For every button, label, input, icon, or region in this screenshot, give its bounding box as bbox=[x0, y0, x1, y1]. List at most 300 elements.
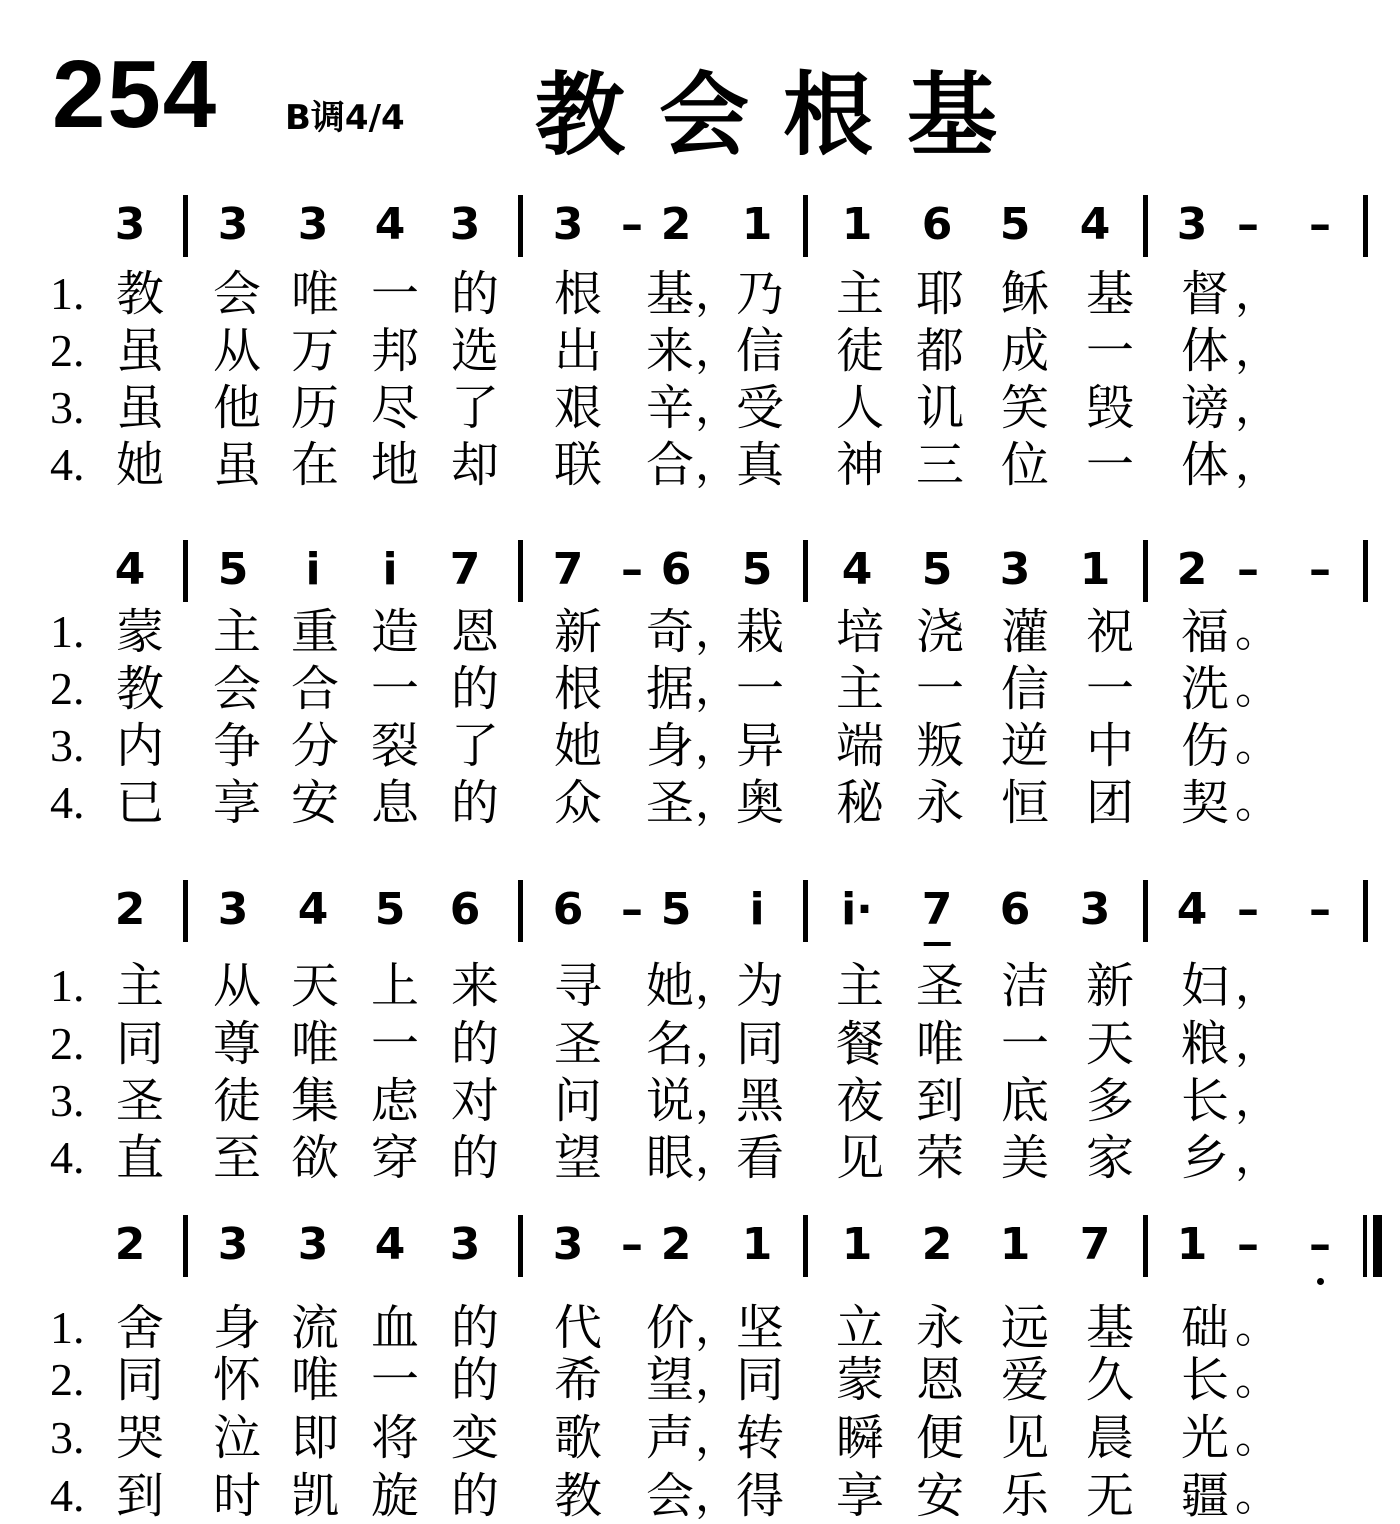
lyric-char: 家 bbox=[1085, 1130, 1135, 1186]
note bbox=[115, 540, 146, 600]
lyric-char: 恩 bbox=[450, 604, 500, 660]
note bbox=[922, 540, 953, 600]
final-barline-thick bbox=[1373, 1215, 1382, 1277]
dash-extend bbox=[621, 880, 643, 940]
lyric-char: 础 bbox=[1180, 1300, 1230, 1356]
lyric-char: 主 bbox=[212, 604, 262, 660]
barline bbox=[803, 540, 808, 602]
note bbox=[115, 1215, 146, 1275]
lyric-char: 会 bbox=[212, 661, 262, 717]
barline bbox=[1363, 195, 1368, 257]
lyric-punctuation: 。 bbox=[1235, 1412, 1279, 1463]
lyric-char: 洁 bbox=[1000, 958, 1050, 1014]
lyric-char: 契 bbox=[1180, 775, 1230, 831]
barline bbox=[183, 540, 188, 602]
lyric-char: 基 bbox=[1085, 1300, 1135, 1356]
barline bbox=[1143, 540, 1148, 602]
note bbox=[218, 195, 249, 255]
notation-line bbox=[0, 540, 1400, 610]
verse-number: 1. bbox=[50, 268, 85, 319]
lyric-char: 会 bbox=[212, 266, 262, 322]
lyric-char: 主 bbox=[115, 958, 165, 1014]
lyric-line bbox=[0, 266, 1400, 322]
dash-extend bbox=[1309, 880, 1331, 940]
note-text: 3 bbox=[552, 199, 584, 250]
note bbox=[842, 1215, 873, 1275]
note bbox=[742, 540, 773, 600]
note bbox=[1000, 1215, 1031, 1275]
note-text: 4 bbox=[297, 884, 329, 935]
lyric-line bbox=[0, 323, 1400, 379]
note-text: 6 bbox=[552, 884, 584, 935]
lyric-char: 旋 bbox=[370, 1468, 420, 1524]
note bbox=[842, 540, 873, 600]
note-text: 5 bbox=[921, 544, 953, 595]
lyric-char: 笑 bbox=[1000, 380, 1050, 436]
note-text: i· bbox=[841, 884, 873, 935]
barline bbox=[803, 880, 808, 942]
lyric-char: 疆 bbox=[1180, 1468, 1230, 1524]
note bbox=[298, 880, 329, 940]
note bbox=[1177, 195, 1208, 255]
note-text: 4 bbox=[374, 199, 406, 250]
lyric-char: 选 bbox=[450, 323, 500, 379]
lyric-char: 见 bbox=[835, 1130, 885, 1186]
note-text: 4 bbox=[114, 544, 146, 595]
dash-extend bbox=[621, 1215, 643, 1275]
lyric-punctuation: ， bbox=[1235, 382, 1279, 433]
verse-number: 3. bbox=[50, 382, 85, 433]
lyric-char: 底 bbox=[1000, 1073, 1050, 1129]
lyric-punctuation: 。 bbox=[1235, 777, 1279, 828]
lyric-char: 却 bbox=[450, 437, 500, 493]
note-text: 3 bbox=[114, 199, 146, 250]
lyric-char: 天 bbox=[1085, 1016, 1135, 1072]
note-text: 7 bbox=[552, 544, 584, 595]
lyric-char: 将 bbox=[370, 1410, 420, 1466]
barline bbox=[1143, 195, 1148, 257]
note-text: i bbox=[305, 544, 321, 595]
lyric-char: 舍 bbox=[115, 1300, 165, 1356]
note bbox=[749, 880, 764, 940]
lyric-char: 夜 bbox=[835, 1073, 885, 1129]
dash-extend bbox=[1237, 1215, 1259, 1275]
lyric-char: 历 bbox=[290, 380, 340, 436]
verse-number: 2. bbox=[50, 325, 85, 376]
lyric-char: 人 bbox=[835, 380, 885, 436]
lyric-punctuation: ， bbox=[1235, 268, 1279, 319]
lyric-punctuation: ， bbox=[695, 1075, 739, 1126]
lyric-char: 长 bbox=[1180, 1073, 1230, 1129]
lyric-char: 联 bbox=[553, 437, 603, 493]
lyric-char: 灌 bbox=[1000, 604, 1050, 660]
verse-number: 3. bbox=[50, 720, 85, 771]
lyric-char: 从 bbox=[212, 323, 262, 379]
lyric-line bbox=[0, 1300, 1400, 1356]
lyric-char: 团 bbox=[1085, 775, 1135, 831]
lyric-punctuation: ， bbox=[1235, 1132, 1279, 1183]
note-text: 6 bbox=[660, 544, 692, 595]
verse-number: 1. bbox=[50, 1302, 85, 1353]
dash-extend bbox=[621, 195, 643, 255]
lyric-line bbox=[0, 437, 1400, 493]
lyric-char: 教 bbox=[553, 1468, 603, 1524]
lyric-punctuation: 。 bbox=[1235, 1302, 1279, 1353]
lyric-char: 一 bbox=[370, 1352, 420, 1408]
lyric-char: 寻 bbox=[553, 958, 603, 1014]
lyric-char: 毁 bbox=[1085, 380, 1135, 436]
verse-number: 4. bbox=[50, 777, 85, 828]
lyric-char: 虽 bbox=[115, 323, 165, 379]
lyric-punctuation: ， bbox=[695, 268, 739, 319]
lyric-line bbox=[0, 661, 1400, 717]
lyric-char: 唯 bbox=[290, 266, 340, 322]
lyric-char: 洗 bbox=[1180, 661, 1230, 717]
lyric-char: 端 bbox=[835, 718, 885, 774]
lyric-char: 名 bbox=[645, 1016, 695, 1072]
note bbox=[661, 195, 692, 255]
lyric-char: 尽 bbox=[370, 380, 420, 436]
lyric-char: 耶 bbox=[915, 266, 965, 322]
lyric-char: 来 bbox=[450, 958, 500, 1014]
dash-extend bbox=[1237, 195, 1259, 255]
lyric-char: 同 bbox=[735, 1016, 785, 1072]
note bbox=[450, 1215, 481, 1275]
lyric-char: 了 bbox=[450, 380, 500, 436]
lyric-char: 对 bbox=[450, 1073, 500, 1129]
barline bbox=[1143, 1215, 1148, 1277]
lyric-char: 秘 bbox=[835, 775, 885, 831]
verse-number: 1. bbox=[50, 606, 85, 657]
notation-line bbox=[0, 1215, 1400, 1285]
note-text: 3 bbox=[449, 1219, 481, 1270]
lyric-char: 永 bbox=[915, 775, 965, 831]
lyric-char: 集 bbox=[290, 1073, 340, 1129]
lyric-char: 她 bbox=[115, 437, 165, 493]
lyric-char: 同 bbox=[115, 1016, 165, 1072]
lyric-punctuation: ， bbox=[695, 606, 739, 657]
lyric-char: 体 bbox=[1180, 323, 1230, 379]
lyric-char: 一 bbox=[370, 661, 420, 717]
lyric-char: 妇 bbox=[1180, 958, 1230, 1014]
lyric-char: 圣 bbox=[915, 958, 965, 1014]
note-text: 1 bbox=[741, 199, 773, 250]
barline bbox=[183, 880, 188, 942]
note bbox=[742, 1215, 773, 1275]
note bbox=[115, 195, 146, 255]
verse-number: 3. bbox=[50, 1412, 85, 1463]
lyric-char: 餐 bbox=[835, 1016, 885, 1072]
key-signature: B调4/4 bbox=[285, 98, 405, 138]
lyric-char: 一 bbox=[915, 661, 965, 717]
lyric-char: 虽 bbox=[212, 437, 262, 493]
note bbox=[218, 880, 249, 940]
lyric-char: 基 bbox=[1085, 266, 1135, 322]
lyric-char: 问 bbox=[553, 1073, 603, 1129]
lyric-char: 位 bbox=[1000, 437, 1050, 493]
note-text: 1 bbox=[741, 1219, 773, 1270]
lyric-punctuation: ， bbox=[695, 439, 739, 490]
note-text: 2 bbox=[921, 1219, 953, 1270]
lyric-char: 新 bbox=[1085, 958, 1135, 1014]
lyric-char: 无 bbox=[1085, 1468, 1135, 1524]
note bbox=[375, 195, 406, 255]
lyric-char: 信 bbox=[735, 323, 785, 379]
lyric-line bbox=[0, 604, 1400, 660]
lyric-char: 奥 bbox=[735, 775, 785, 831]
note bbox=[661, 1215, 692, 1275]
lyric-char: 主 bbox=[835, 661, 885, 717]
lyric-char: 凯 bbox=[290, 1468, 340, 1524]
lyric-char: 乃 bbox=[735, 266, 785, 322]
hymn-number: 254 bbox=[52, 41, 219, 148]
lyric-char: 的 bbox=[450, 1468, 500, 1524]
lyric-char: 恒 bbox=[1000, 775, 1050, 831]
note-text: 1 bbox=[841, 199, 873, 250]
lyric-punctuation: ， bbox=[695, 960, 739, 1011]
lyric-char: 蒙 bbox=[835, 1352, 885, 1408]
note-text: 6 bbox=[921, 199, 953, 250]
lyric-char: 唯 bbox=[290, 1352, 340, 1408]
lyric-char: 督 bbox=[1180, 266, 1230, 322]
lyric-char: 主 bbox=[835, 958, 885, 1014]
note bbox=[1080, 880, 1111, 940]
note bbox=[1000, 540, 1031, 600]
lyric-line bbox=[0, 380, 1400, 436]
lyric-char: 新 bbox=[553, 604, 603, 660]
note-text: 4 bbox=[374, 1219, 406, 1270]
lyric-char: 根 bbox=[553, 661, 603, 717]
lyric-char: 远 bbox=[1000, 1300, 1050, 1356]
note-text: 3 bbox=[217, 199, 249, 250]
dash-extend bbox=[1309, 195, 1331, 255]
barline bbox=[1363, 880, 1368, 942]
dash-extend bbox=[1309, 540, 1331, 600]
note bbox=[553, 880, 584, 940]
note-text: 2 bbox=[114, 1219, 146, 1270]
verse-number: 4. bbox=[50, 1470, 85, 1521]
verse-number: 2. bbox=[50, 1018, 85, 1069]
lyric-punctuation: ， bbox=[695, 1302, 739, 1353]
note-text: 2 bbox=[660, 1219, 692, 1270]
lyric-char: 享 bbox=[212, 775, 262, 831]
lyric-char: 享 bbox=[835, 1468, 885, 1524]
note bbox=[1177, 540, 1208, 600]
lyric-char: 息 bbox=[370, 775, 420, 831]
lyric-char: 即 bbox=[290, 1410, 340, 1466]
lyric-char: 内 bbox=[115, 718, 165, 774]
lyric-char: 一 bbox=[370, 1016, 420, 1072]
lyric-punctuation: ， bbox=[695, 1132, 739, 1183]
note-text: 5 bbox=[374, 884, 406, 935]
note-text: 6 bbox=[999, 884, 1031, 935]
lyric-char: 便 bbox=[915, 1410, 965, 1466]
note-text: – bbox=[1309, 884, 1331, 935]
lyric-char: 神 bbox=[835, 437, 885, 493]
lyric-char: 得 bbox=[735, 1468, 785, 1524]
note-text: 5 bbox=[999, 199, 1031, 250]
lyric-char: 邦 bbox=[370, 323, 420, 379]
note bbox=[1177, 1215, 1208, 1275]
lyric-punctuation: ， bbox=[1235, 960, 1279, 1011]
notation-line bbox=[0, 195, 1400, 265]
lyric-char: 了 bbox=[450, 718, 500, 774]
note bbox=[922, 195, 953, 255]
note bbox=[1080, 1215, 1111, 1275]
lyric-char: 长 bbox=[1180, 1352, 1230, 1408]
lyric-char: 会 bbox=[645, 1468, 695, 1524]
lyric-char: 受 bbox=[735, 380, 785, 436]
lyric-char: 时 bbox=[212, 1468, 262, 1524]
lyric-char: 逆 bbox=[1000, 718, 1050, 774]
dash-extend bbox=[621, 540, 643, 600]
lyric-char: 至 bbox=[212, 1130, 262, 1186]
note-text: – bbox=[1309, 199, 1331, 250]
lyric-punctuation: ， bbox=[1235, 1018, 1279, 1069]
lyric-char: 圣 bbox=[115, 1073, 165, 1129]
lyric-char: 成 bbox=[1000, 323, 1050, 379]
note bbox=[553, 195, 584, 255]
dash-extend bbox=[1237, 880, 1259, 940]
lyric-char: 怀 bbox=[212, 1352, 262, 1408]
note bbox=[1080, 540, 1111, 600]
lyric-char: 出 bbox=[553, 323, 603, 379]
lyric-char: 祝 bbox=[1085, 604, 1135, 660]
note-text: 3 bbox=[449, 199, 481, 250]
lyric-punctuation: ， bbox=[695, 1354, 739, 1405]
lyric-char: 尊 bbox=[212, 1016, 262, 1072]
note-text: – bbox=[621, 199, 643, 250]
note-text: 3 bbox=[999, 544, 1031, 595]
lyric-char: 她 bbox=[645, 958, 695, 1014]
note-text: 3 bbox=[1079, 884, 1111, 935]
note bbox=[375, 1215, 406, 1275]
barline bbox=[183, 195, 188, 257]
hymn-title: 教会根基 bbox=[535, 63, 1031, 168]
lyric-char: 讥 bbox=[915, 380, 965, 436]
lyric-char: 蒙 bbox=[115, 604, 165, 660]
lyric-char: 荣 bbox=[915, 1130, 965, 1186]
lyric-char: 哭 bbox=[115, 1410, 165, 1466]
lyric-char: 多 bbox=[1085, 1073, 1135, 1129]
lyric-char: 希 bbox=[553, 1352, 603, 1408]
lyric-char: 一 bbox=[1085, 437, 1135, 493]
note-text: 1 bbox=[1176, 1219, 1208, 1270]
note-text: – bbox=[1237, 544, 1259, 595]
note-text: – bbox=[621, 884, 643, 935]
lyric-char: 的 bbox=[450, 775, 500, 831]
note-text: 1 bbox=[841, 1219, 873, 1270]
note bbox=[382, 540, 397, 600]
lyric-punctuation: ， bbox=[695, 777, 739, 828]
lyric-punctuation: ， bbox=[695, 382, 739, 433]
lyric-char: 稣 bbox=[1000, 266, 1050, 322]
lyric-char: 叛 bbox=[915, 718, 965, 774]
note-text: 5 bbox=[217, 544, 249, 595]
note bbox=[450, 540, 481, 600]
note-text: 1 bbox=[999, 1219, 1031, 1270]
note bbox=[115, 880, 146, 940]
note bbox=[450, 195, 481, 255]
barline bbox=[518, 880, 523, 942]
note bbox=[553, 540, 584, 600]
lyric-char: 圣 bbox=[645, 775, 695, 831]
lyric-line bbox=[0, 1130, 1400, 1186]
lyric-char: 天 bbox=[290, 958, 340, 1014]
lyric-line bbox=[0, 1352, 1400, 1408]
lyric-char: 裂 bbox=[370, 718, 420, 774]
lyric-char: 虑 bbox=[370, 1073, 420, 1129]
lyric-line bbox=[0, 718, 1400, 774]
verse-number: 2. bbox=[50, 1354, 85, 1405]
lyric-char: 身 bbox=[212, 1300, 262, 1356]
lyric-char: 光 bbox=[1180, 1410, 1230, 1466]
lyric-char: 恩 bbox=[915, 1352, 965, 1408]
note-text: 1 bbox=[1079, 544, 1111, 595]
note bbox=[375, 880, 406, 940]
lyric-char: 信 bbox=[1000, 661, 1050, 717]
lyric-char: 伤 bbox=[1180, 718, 1230, 774]
note bbox=[842, 195, 873, 255]
lyric-char: 浇 bbox=[915, 604, 965, 660]
lyric-char: 望 bbox=[553, 1130, 603, 1186]
barline bbox=[1143, 880, 1148, 942]
verse-number: 1. bbox=[50, 960, 85, 1011]
lyric-char: 穿 bbox=[370, 1130, 420, 1186]
lyric-char: 三 bbox=[915, 437, 965, 493]
lyric-char: 流 bbox=[290, 1300, 340, 1356]
lyric-char: 重 bbox=[290, 604, 340, 660]
lyric-char: 唯 bbox=[915, 1016, 965, 1072]
note bbox=[1000, 880, 1031, 940]
lyric-char: 的 bbox=[450, 1352, 500, 1408]
lyric-char: 望 bbox=[645, 1352, 695, 1408]
lyric-char: 辛 bbox=[645, 380, 695, 436]
lyric-char: 的 bbox=[450, 1016, 500, 1072]
verse-number: 3. bbox=[50, 1075, 85, 1126]
note-text: 7 bbox=[449, 544, 481, 595]
lyric-char: 一 bbox=[735, 661, 785, 717]
lyric-line bbox=[0, 1468, 1400, 1524]
lyric-char: 立 bbox=[835, 1300, 885, 1356]
lyric-char: 乡 bbox=[1180, 1130, 1230, 1186]
lyric-line bbox=[0, 958, 1400, 1014]
note-text: i bbox=[749, 884, 765, 935]
note-text: – bbox=[1237, 884, 1259, 935]
lyric-char: 歌 bbox=[553, 1410, 603, 1466]
note bbox=[1000, 195, 1031, 255]
lyric-char: 变 bbox=[450, 1410, 500, 1466]
note bbox=[841, 880, 873, 940]
lyric-punctuation: ， bbox=[695, 1470, 739, 1521]
lyric-punctuation: 。 bbox=[1235, 663, 1279, 714]
lyric-punctuation: ， bbox=[695, 325, 739, 376]
note-text: 3 bbox=[1176, 199, 1208, 250]
lyric-char: 谤 bbox=[1180, 380, 1230, 436]
note-text: i bbox=[382, 544, 398, 595]
lyric-char: 主 bbox=[835, 266, 885, 322]
lyric-char: 艰 bbox=[553, 380, 603, 436]
lyric-char: 的 bbox=[450, 1300, 500, 1356]
note-text: – bbox=[1237, 1219, 1259, 1270]
note bbox=[922, 1215, 953, 1275]
lyric-char: 黑 bbox=[735, 1073, 785, 1129]
lyric-char: 真 bbox=[735, 437, 785, 493]
lyric-punctuation: 。 bbox=[1235, 1470, 1279, 1521]
lyric-char: 都 bbox=[915, 323, 965, 379]
lyric-char: 泣 bbox=[212, 1410, 262, 1466]
lyric-punctuation: ， bbox=[695, 1018, 739, 1069]
